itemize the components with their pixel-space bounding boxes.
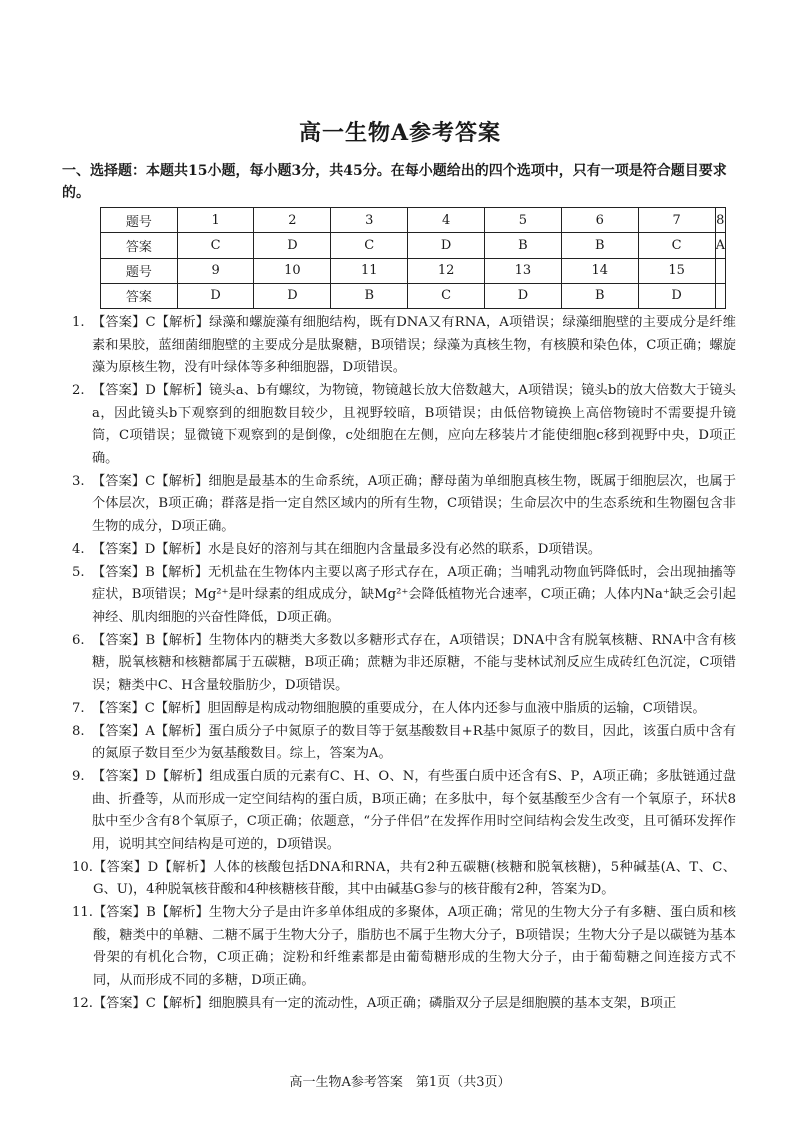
question-number: 5. xyxy=(72,564,85,580)
table-cell: 6 xyxy=(561,208,638,233)
question-item xyxy=(72,380,736,470)
question-item xyxy=(72,471,736,539)
question-item xyxy=(72,698,736,721)
table-cell: B xyxy=(331,283,408,308)
table-cell: 4 xyxy=(408,208,485,233)
table-cell: D xyxy=(177,283,254,308)
table-cell: C xyxy=(638,233,715,258)
question-explanation: 【答案】B【解析】生物大分子是由许多单体组成的多聚体，A项正确；常见的生物大分子有多糖、蛋白质和核酸，糖类中的单糖、二糖不属于生物大分子，脂肪也不属于生物大分子，B项错误；生物大分子是以碳链为基本骨架的有机化合物，C项正确；淀粉和纤维素都是由葡萄糖形成的生物大分子，由于葡萄糖之间连接方式不同，从而形成不同的多糖，D项正确。 xyxy=(92,905,736,988)
row-header-cell: 答案 xyxy=(101,283,178,308)
table-cell: 3 xyxy=(331,208,408,233)
question-explanation: 【答案】B【解析】生物体内的糖类大多数以多糖形式存在，A项错误；DNA中含有脱氧核糖、RNA中含有核糖，脱氧核糖和核糖都属于五碳糖，B项正确；蔗糖为非还原糖，不能与斐林试剂反应生成砖红色沉淀，C项错误；糖类中C、H含量较脂肪少，D项错误。 xyxy=(92,632,736,693)
question-item xyxy=(72,993,736,1016)
table-cell: D xyxy=(408,233,485,258)
table-row xyxy=(101,283,726,308)
question-item xyxy=(72,539,736,562)
table-cell: B xyxy=(561,283,638,308)
question-item xyxy=(72,562,736,630)
table-cell xyxy=(715,283,725,308)
answer-table xyxy=(100,207,726,309)
row-header-cell: 题号 xyxy=(101,208,178,233)
question-number: 7. xyxy=(72,700,85,716)
question-item xyxy=(72,630,736,698)
row-header-cell: 答案 xyxy=(101,233,178,258)
table-cell: D xyxy=(254,233,331,258)
table-cell: A xyxy=(715,233,725,258)
question-number: 10. xyxy=(72,859,93,875)
table-cell: 1 xyxy=(177,208,254,233)
table-cell: 12 xyxy=(408,258,485,283)
question-explanations xyxy=(72,312,736,1016)
question-number: 6. xyxy=(72,632,85,648)
question-explanation: 【答案】C【解析】胆固醇是构成动物细胞膜的重要成分，在人体内还参与血液中脂质的运输，C项错误。 xyxy=(92,700,706,716)
table-cell xyxy=(715,258,725,283)
question-explanation: 【答案】D【解析】水是良好的溶剂与其在细胞内含量最多没有必然的联系，D项错误。 xyxy=(92,541,602,557)
question-explanation: 【答案】D【解析】组成蛋白质的元素有C、H、O、N，有些蛋白质中还含有S、P，A项正确；多肽链通过盘曲、折叠等，从而形成一定空间结构的蛋白质，B项正确；在多肽中，每个氨基酸至少含有一个氧原子，环状8肽中至少含有8个氧原子，C项正确；依题意，“分子伴侣”在发挥作用时空间结构会发生改变，且可循环发挥作用，说明其空间结构是可逆的，D项错误。 xyxy=(92,769,736,852)
table-cell: C xyxy=(408,283,485,308)
question-explanation: 【答案】B【解析】无机盐在生物体内主要以离子形式存在，A项正确；当哺乳动物血钙降低时，会出现抽搐等症状，B项错误；Mg²⁺是叶绿素的组成成分，缺Mg²⁺会降低植物光合速率，C项正确；人体内Na⁺缺乏会引起神经、肌肉细胞的兴奋性降低，D项正确。 xyxy=(92,564,736,625)
table-cell: 10 xyxy=(254,258,331,283)
table-cell: 8 xyxy=(715,208,725,233)
table-cell: 13 xyxy=(485,258,562,283)
question-item xyxy=(72,721,736,766)
question-item xyxy=(72,766,736,856)
question-explanation: 【答案】C【解析】绿藻和螺旋藻有细胞结构，既有DNA又有RNA，A项错误；绿藻细胞壁的主要成分是纤维素和果胶，蓝细菌细胞壁的主要成分是肽聚糖，B项错误；绿藻为真核生物，有核膜和染色体，C项正确；螺旋藻为原核生物，没有叶绿体等多种细胞器，D项错误。 xyxy=(92,315,736,375)
table-cell: 15 xyxy=(638,258,715,283)
question-item xyxy=(72,902,736,992)
question-number: 3. xyxy=(72,473,85,489)
table-cell: D xyxy=(485,283,562,308)
table-cell: C xyxy=(331,233,408,258)
question-item xyxy=(72,857,736,902)
row-header-cell: 题号 xyxy=(101,258,178,283)
page-footer: 高一生物A参考答案 第1页（共3页） xyxy=(289,1075,511,1090)
table-cell: 14 xyxy=(561,258,638,283)
question-number: 4. xyxy=(72,541,85,557)
question-item xyxy=(72,312,736,380)
table-row xyxy=(101,233,726,258)
table-cell: B xyxy=(561,233,638,258)
table-cell: B xyxy=(485,233,562,258)
table-cell: D xyxy=(254,283,331,308)
table-row xyxy=(101,258,726,283)
question-number: 8. xyxy=(72,723,85,739)
question-number: 2. xyxy=(72,383,85,398)
table-cell: 5 xyxy=(485,208,562,233)
question-number: 12. xyxy=(72,995,93,1011)
table-row xyxy=(101,208,726,233)
table-cell: D xyxy=(638,283,715,308)
section-heading: 一、选择题：本题共15小题，每小题3分，共45分。在每小题给出的四个选项中，只有一项是符合题目要求的。 xyxy=(62,163,727,201)
question-explanation: 【答案】C【解析】细胞膜具有一定的流动性，A项正确；磷脂双分子层是细胞膜的基本支架，B项正 xyxy=(92,995,677,1011)
question-explanation: 【答案】D【解析】人体的核酸包括DNA和RNA，共有2种五碳糖(核糖和脱氧核糖)，5种碱基(A、T、C、G、U)，4种脱氧核苷酸和4种核糖核苷酸，其中由碱基G参与的核苷酸有2种，答案为D。 xyxy=(92,859,736,897)
table-cell: 9 xyxy=(177,258,254,283)
table-cell: 2 xyxy=(254,208,331,233)
table-cell: 11 xyxy=(331,258,408,283)
table-cell: 7 xyxy=(638,208,715,233)
question-explanation: 【答案】D【解析】镜头a、b有螺纹，为物镜，物镜越长放大倍数越大，A项错误；镜头b的放大倍数大于镜头a，因此镜头b下观察到的细胞数目较少，且视野较暗，B项错误；由低倍物镜换上高倍物镜时不需要提升镜筒，C项错误；显微镜下观察到的是倒像，c处细胞在左侧，应向左移装片才能使细胞c移到视野中央，D项正确。 xyxy=(92,383,736,466)
question-explanation: 【答案】C【解析】细胞是最基本的生命系统，A项正确；酵母菌为单细胞真核生物，既属于细胞层次，也属于个体层次，B项正确；群落是指一定自然区域内的所有生物，C项错误；生命层次中的生态系统和生物圈包含非生物的成分，D项正确。 xyxy=(92,473,736,534)
page-title: 高一生物A参考答案 xyxy=(298,120,502,146)
question-number: 11. xyxy=(72,905,93,920)
question-explanation: 【答案】A【解析】蛋白质分子中氮原子的数目等于氨基酸数目+R基中氮原子的数目，因此，该蛋白质中含有的氮原子数目至少为氨基酸数目。综上，答案为A。 xyxy=(92,723,736,761)
question-number: 1. xyxy=(72,315,85,330)
question-number: 9. xyxy=(72,769,85,784)
table-cell: C xyxy=(177,233,254,258)
